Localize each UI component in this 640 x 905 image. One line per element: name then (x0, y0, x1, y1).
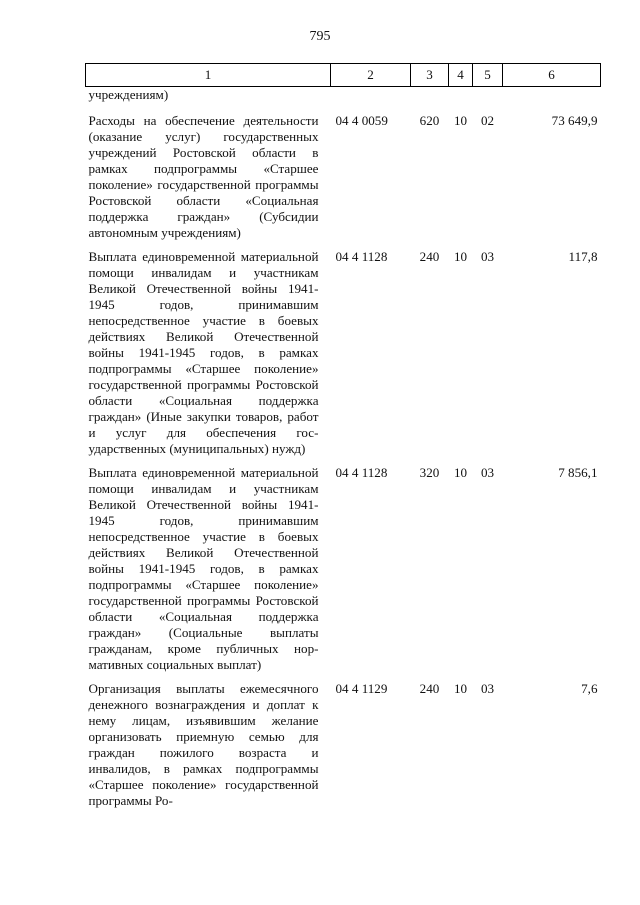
header-col-6: 6 (503, 64, 601, 87)
table-row (86, 681, 601, 817)
row-subsection: 03 (480, 465, 495, 480)
header-col-3: 3 (411, 64, 449, 87)
header-col-2: 2 (331, 64, 411, 87)
header-col-4: 4 (449, 64, 473, 87)
row-code: 04 4 1128 (335, 465, 388, 480)
header-col-5: 5 (473, 64, 503, 87)
row-type: 620 (419, 113, 440, 128)
row-subsection: 03 (480, 681, 495, 696)
row-section: 10 (453, 465, 468, 480)
row-amount: 73 649,9 (551, 113, 598, 128)
row-description: Выплата единовременной материальной помощи инвалидам и участникам Великой Отечественной войны 1941-1945 годов, принимавшим непосредственное участие в боевых действиях Великой Отечественной войны 1941-1945 годов, в рамках подпрограммы «Старшее поколение» государственной программы Ростовской области «Социальная поддержка граждан» (Социальные выплаты гражданам, кроме публичных нормативных социальных выплат) (88, 465, 319, 672)
row-description: Расходы на обеспечение деятельности (оказание услуг) государственных учреждений Ростовской области в рамках подпрограммы «Старшее поколение» государственной программы Ростовской области «Социальная поддержка граждан» (Субсидии автономным учреждениям) (88, 113, 319, 240)
budget-table (85, 63, 601, 817)
table-row (86, 249, 601, 465)
table-header-row (86, 64, 601, 87)
continued-text: учреждениям) (88, 87, 169, 102)
row-description: Организация выплаты ежемесячного денежного вознаграждения и доплат к нему лицам, изъявившим желание организовать приемную семью для граждан пожилого возраста и инвалидов, в рамках подпрограммы «Старшее поколение» государственной программы Ро- (88, 681, 319, 808)
row-section: 10 (453, 681, 468, 696)
row-type: 240 (419, 681, 440, 696)
row-amount: 7 856,1 (558, 465, 598, 480)
row-subsection: 03 (480, 249, 495, 264)
row-amount: 117,8 (568, 249, 598, 264)
row-section: 10 (453, 249, 468, 264)
row-code: 04 4 1128 (335, 249, 388, 264)
table-row-continued (86, 87, 601, 114)
row-type: 240 (419, 249, 440, 264)
table-row (86, 113, 601, 249)
row-section: 10 (453, 113, 468, 128)
table-row (86, 465, 601, 681)
header-col-1: 1 (86, 64, 331, 87)
row-code: 04 4 0059 (335, 113, 388, 128)
page-number: 795 (309, 29, 331, 44)
row-amount: 7,6 (581, 681, 598, 696)
row-subsection: 02 (480, 113, 495, 128)
row-description: Выплата единовременной материальной помощи инвалидам и участникам Великой Отечественной войны 1941-1945 годов, принимавшим непосредственное участие в боевых действиях Великой Отечественной войны 1941-1945 годов, в рамках подпрограммы «Старшее поколение» государственной программы Ростовской области «Социальная поддержка граждан» (Иные закупки товаров, работ и услуг для обеспечения государственных (муниципальных) нужд) (88, 249, 319, 456)
row-type: 320 (419, 465, 440, 480)
row-code: 04 4 1129 (335, 681, 388, 696)
